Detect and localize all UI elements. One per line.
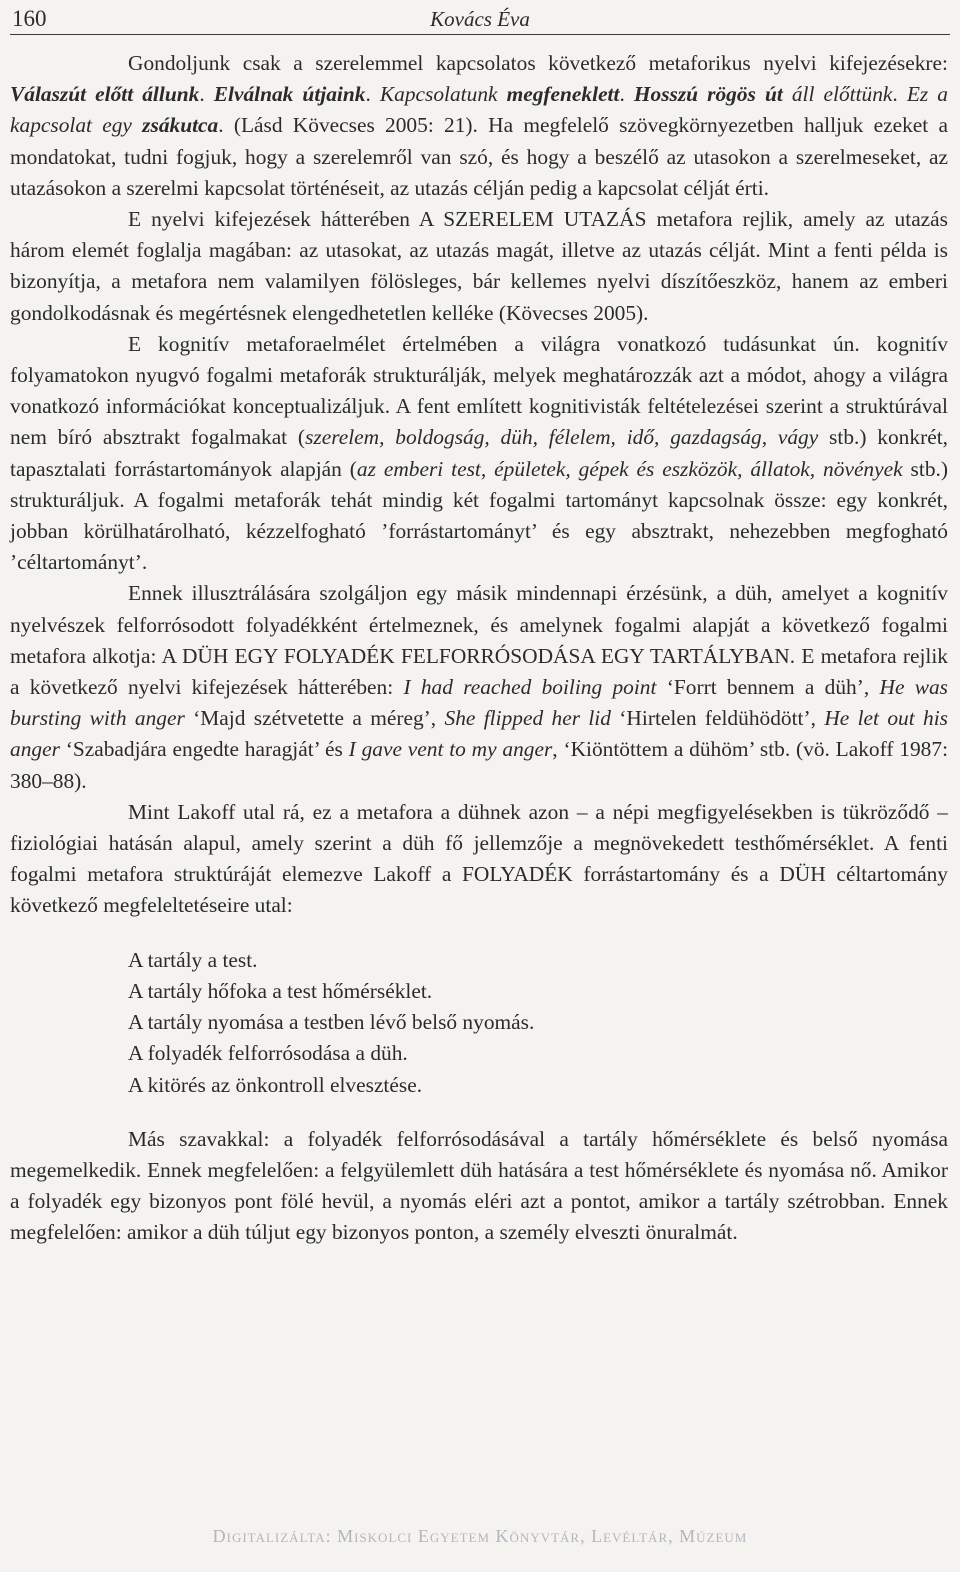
text-run: ‘Szabadjára engedte haragját’ és (59, 737, 349, 762)
running-head-author: Kovács Éva (430, 7, 530, 31)
text-run: stb.) strukturáljuk. A fogalmi metaforák tehát mindig két fogalmi tartományt kapcsolnak össze: egy konkrét, jobban körülhatárolható, kézzelfogható ’forrástartományt’ és egy absztrakt, nehezebben megfogható ’céltartományt’. (10, 456, 948, 575)
text-run: . (892, 82, 907, 107)
text-run: Gondoljunk csak a szerelemmel kapcsolatos következő metaforikus nyelvi kifejezésekre: (128, 51, 948, 75)
italic-run: I had reached boiling point (403, 675, 657, 700)
text-run: Mint Lakoff utal rá, ez a metafora a dühnek azon – a népi megfigyelésekben is tükröződő – fiziológiai hatásán alapul, amely szerint a düh fő jellemzője a megnövekedett testhőmérséklet. A fenti fogalmi metafora struktúráját elemezve Lakoff a FOLYADÉK forrástartomány és a DÜH céltartomány következő megfeleltetéseire utal: (10, 799, 948, 918)
page-number: 160 (12, 6, 47, 31)
bold-italic-run: Hosszú rögös út (633, 82, 783, 107)
italic-run: Ez a kapcsolat egy (10, 82, 948, 138)
italic-run: I gave vent to my anger (348, 737, 553, 762)
closing-paragraph: Más szavakkal: a folyadék felforrósodásával a tartály hőmérséklete és belső nyomása megemelkedik. Ennek megfelelően: a felgyülemlett düh hatására a test hőmérséklete és nyomása nő. Amikor a folyadék egy bizonyos pont fölé hevül, a nyomás eléri azt a pontot, amikor a tartály szétrobban. Ennek megfelelően: amikor a düh túljut egy bizonyos ponton, a személy elveszti önuralmát. (10, 1126, 948, 1245)
list-item: A tartály a test. (128, 947, 258, 972)
text-run: ‘Forrt bennem a düh’, (656, 675, 880, 700)
paragraph (10, 204, 948, 329)
digitization-footer: Digitalizálta: Miskolci Egyetem Könyvtár, Levéltár, Múzeum (212, 1526, 748, 1546)
bold-italic-run: Elválnak útjaink (213, 82, 366, 107)
bold-italic-run: Válaszút előtt állunk (10, 82, 200, 107)
italic-run: She flipped her lid (444, 706, 611, 731)
text-run: E nyelvi kifejezések hátterében A SZERELEM UTAZÁS metafora rejlik, amely az utazás három elemét foglalja magában: az utasokat, az utazás magát, illetve az utazás célját. Mint a fenti példa is bizonyítja, a metafora nem valamilyen fölösleges, bár kellemes nyelvi díszítőeszköz, hanem az emberi gondolkodásnak és megértésnek elengedhetetlen kelléke (Kövecses 2005). (10, 207, 948, 325)
italic-run: szerelem, boldogság, düh, félelem, idő, gazdagság, vágy (305, 425, 819, 450)
text-run: ‘Majd szétvetette a méreg’, (184, 706, 445, 731)
list-item: A folyadék felforrósodása a düh. (128, 1041, 408, 1066)
bold-italic-run: zsákutca (142, 113, 219, 138)
body-text (10, 48, 948, 1249)
text-run: . (Lásd Kövecses 2005: 21). Ha megfelelő szövegkörnyezetben halljuk ezeket a mondatokat, tudni fogjuk, hogy a szerelemről van szó, és hogy a beszélő az utasokon a szerelmeseket, az utazásokon a szerelmi kapcsolat történéseit, az utazás célján pedig a kapcsolat célját érti. (10, 113, 948, 200)
list-item: A kitörés az önkontroll elvesztése. (128, 1072, 423, 1097)
text-run: . (199, 82, 214, 107)
text-run: . (619, 82, 634, 107)
bold-italic-run: megfeneklett (506, 82, 620, 107)
italic-run: Kapcsolatunk (379, 82, 507, 107)
paragraph (10, 329, 948, 579)
mapping-list (128, 945, 948, 1101)
text-run: ‘Hirtelen feldühödött’, (610, 706, 825, 731)
italic-run: áll előttünk (782, 82, 893, 107)
text-run: E kognitív metaforaelmélet értelmében a világra vonatkozó tudásunkat ún. kognitív folyamatokon nyugvó fogalmi metaforák strukturálják, melyek meghatározzák azt a módot, ahogy a világra vonatkozó információkat konceptualizáljuk. A fent említett kognitivisták feltételezései szerint a struktúrával nem bíró absztrakt fogalmakat ( (10, 331, 948, 450)
list-item: A tartály nyomása a testben lévő belső nyomás. (128, 1010, 535, 1035)
italic-run: az emberi test, épületek, gépek és eszközök, állatok, növények (356, 456, 903, 481)
paragraph (10, 48, 948, 204)
text-run: , ‘Kiöntöttem a dühöm’ stb. (vö. Lakoff 1987: 380–88). (10, 737, 949, 793)
text-run: stb.) konkrét, tapasztalati forrástartományok alapján ( (10, 425, 948, 481)
text-run: . (365, 82, 380, 107)
italic-run: He was bursting with anger (10, 675, 949, 731)
list-item: A tartály hőfoka a test hőmérséklet. (128, 978, 433, 1003)
paragraph (10, 578, 948, 796)
text-run: Ennek illusztrálására szolgáljon egy másik mindennapi érzésünk, a düh, amelyet a kognitív nyelvészek felforrósodott folyadékként értelmeznek, és amelynek fogalmi alapját a következő fogalmi metafora alkotja: A DÜH EGY FOLYADÉK FELFORRÓSODÁSA EGY TARTÁLYBAN. E metafora rejlik a következő nyelvi kifejezések hátterében: (10, 581, 948, 700)
paragraph (10, 797, 948, 922)
italic-run: He let out his anger (10, 706, 948, 762)
page-header (10, 2, 950, 35)
